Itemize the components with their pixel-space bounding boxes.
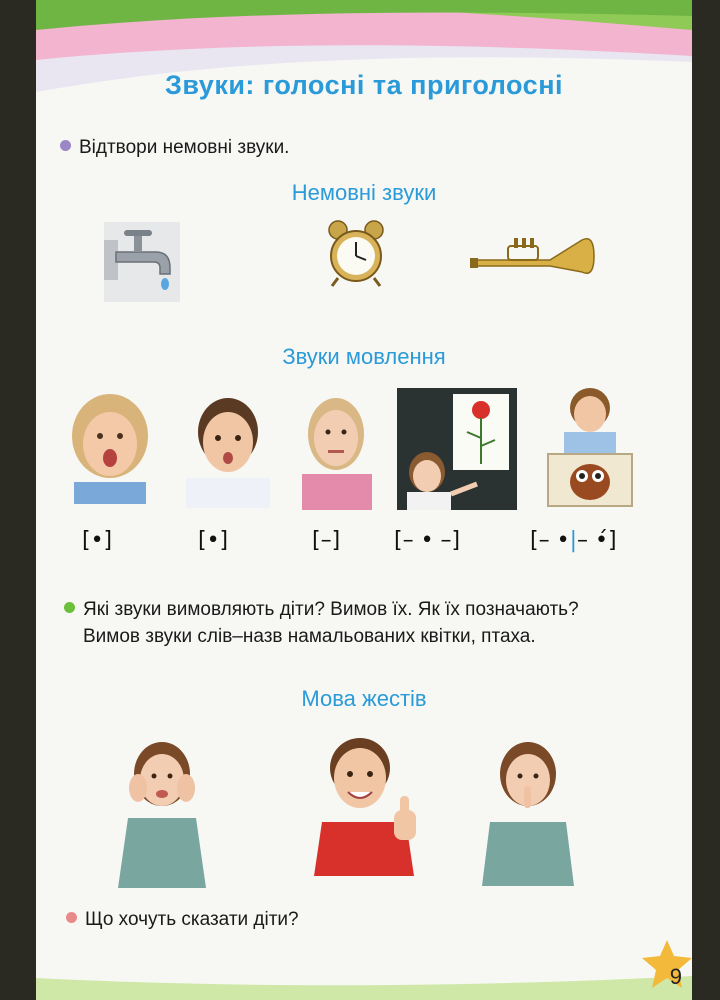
alarm-clock-icon [324, 218, 388, 288]
task-reproduce: Відтвори немовні звуки. [60, 134, 289, 161]
task-what-children-say: Що хочуть сказати діти? [66, 906, 299, 933]
task-which-sounds: Які звуки вимовляють діти? Вимов їх. Як їх позначають? Вимов звуки слів–назв намальованих квітки, птаха. [64, 596, 579, 650]
bullet-pink [66, 912, 77, 923]
child-photo-surprised-girl [64, 388, 156, 504]
page-number: 9 [669, 964, 682, 989]
child-photo-girl-hands-cheeks [112, 734, 212, 888]
sound-scheme-5: [– •|– •́] [530, 528, 617, 553]
sound-scheme-4: [– • –] [394, 528, 461, 553]
sound-scheme-2: [•] [198, 528, 229, 553]
syllable-divider: | [569, 528, 577, 553]
child-photo-boy-owl-card [542, 384, 638, 508]
header-banner [36, 0, 692, 120]
bullet-violet [60, 140, 71, 151]
footer-stripe [36, 958, 692, 1000]
sound-scheme-3: [–] [312, 528, 341, 553]
page-title: Звуки: голосні та приголосні [164, 70, 564, 100]
trumpet-icon [470, 224, 598, 284]
child-photo-girl-pink [298, 388, 376, 510]
heading-speech-sounds: Звуки мовлення [282, 344, 446, 369]
heading-gesture-language: Мова жестів [301, 686, 427, 711]
faucet-icon [104, 222, 180, 302]
page-number-star-icon [642, 938, 692, 1000]
child-photo-boy [178, 386, 278, 508]
child-photo-boy-thumbs-up [310, 730, 422, 876]
child-photo-girl-shush [474, 734, 582, 886]
child-photo-girl-flower-board [397, 388, 517, 510]
textbook-page [36, 0, 692, 1000]
heading-nonspeech-sounds: Немовні звуки [291, 180, 437, 205]
bullet-green [64, 602, 75, 613]
sound-scheme-1: [•] [82, 528, 113, 553]
